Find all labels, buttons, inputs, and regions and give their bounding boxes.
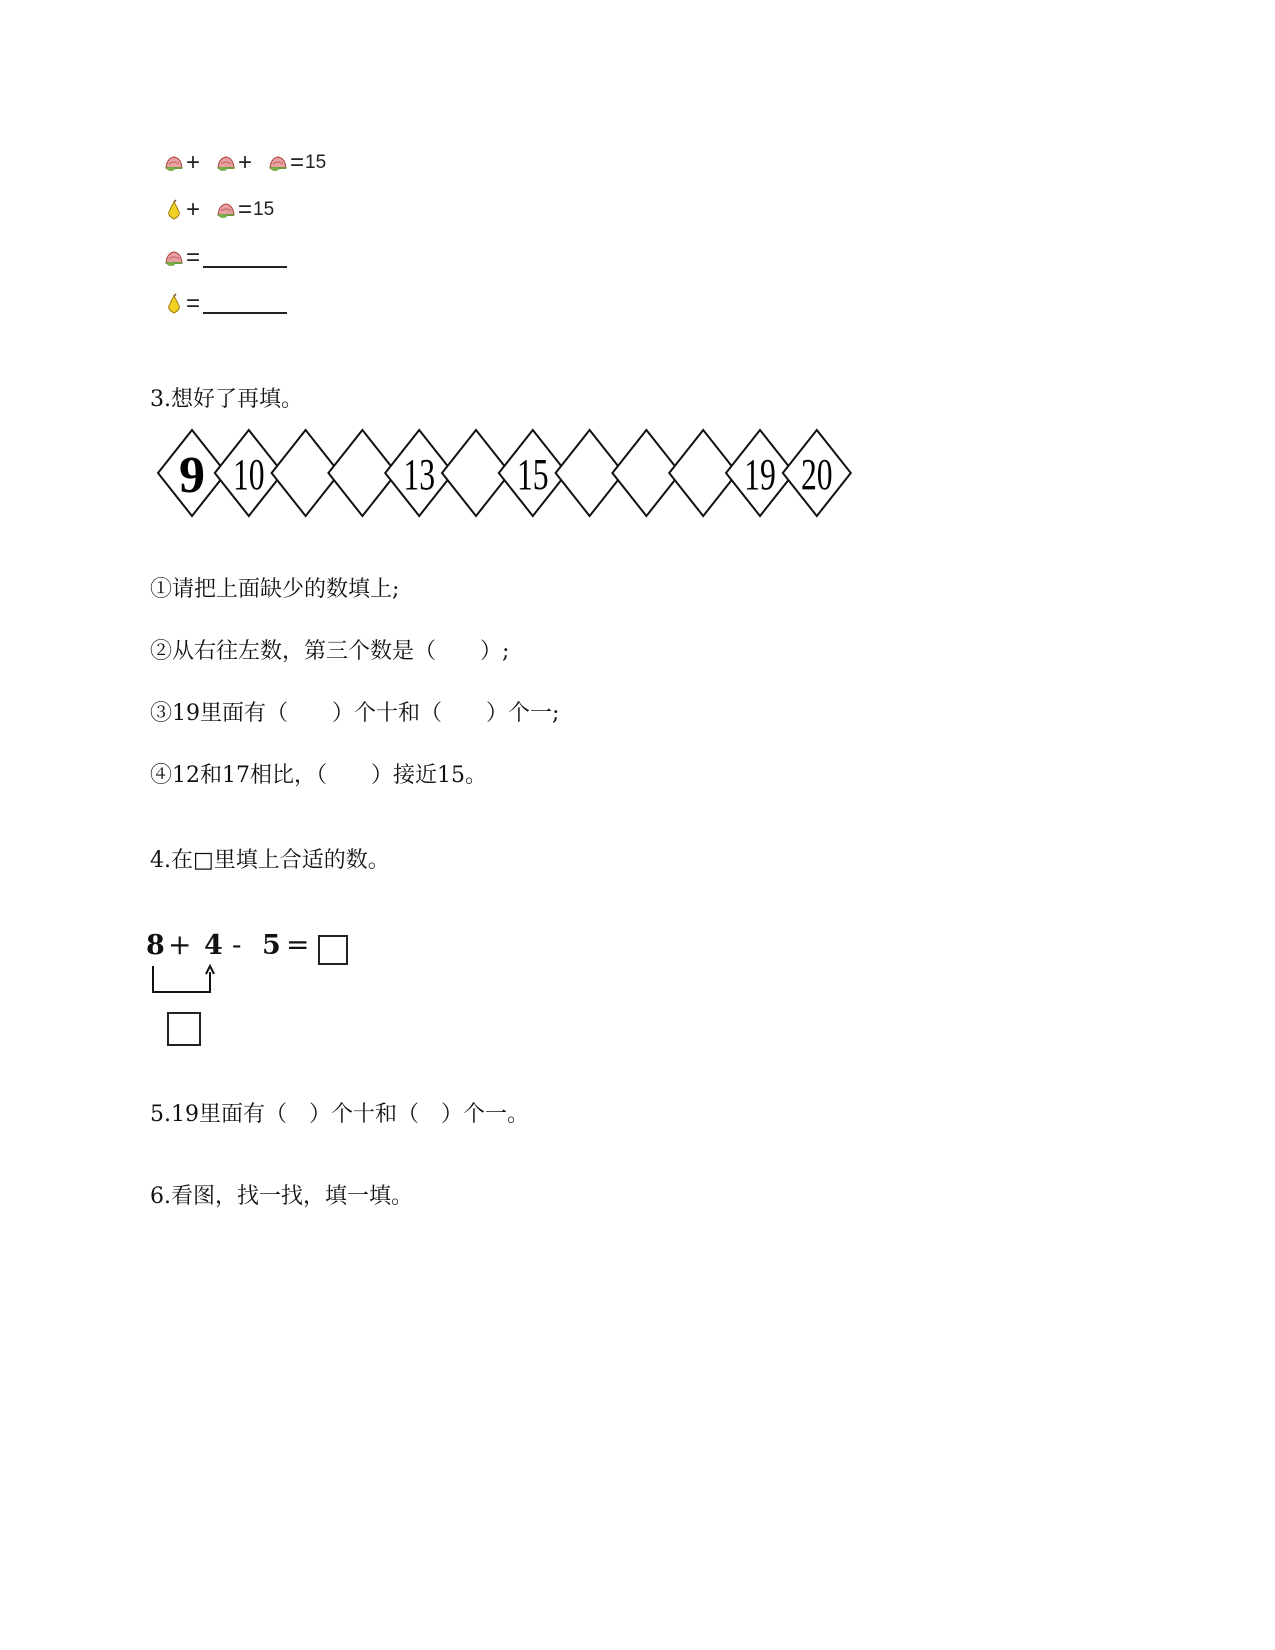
operand-4: 4 [204,930,223,961]
diamond-label: 15 [516,451,549,500]
diamond-label: 10 [232,451,265,500]
bracket-arrow [146,964,226,996]
equation-result: 15 [253,199,275,220]
answer-blank[interactable] [203,248,287,268]
plus-sign: + [186,149,201,176]
peach-icon [215,152,237,174]
fruit-equation-1 [163,148,326,178]
question-5-title: 5.19里面有（ ）个十和（ ）个一。 [150,1102,529,1127]
diamond-label: 9 [179,447,205,504]
question-3-item-3: ③19里面有（ ）个十和（ ）个一; [150,701,560,726]
fruit-equation-3 [163,243,287,273]
question-3-item-1: ①请把上面缺少的数填上; [150,577,400,602]
equals-sign: = [286,928,310,961]
operand-8: 8 [146,930,165,961]
minus-sign: - [232,928,242,961]
question-3-item-2: ②从右往左数，第三个数是（ ）; [150,639,510,664]
diamond-20 [783,430,851,516]
fruit-equation-2 [163,195,274,225]
diamond-label: 19 [744,451,776,500]
peach-icon [267,152,289,174]
question-6-title: 6.看图，找一找，填一填。 [150,1184,413,1209]
peach-icon [163,247,185,269]
equals-sign: = [238,196,253,223]
plus-sign: + [186,196,201,223]
plus-sign: + [238,149,253,176]
operand-5: 5 [262,930,281,961]
question-3-title: 3.想好了再填。 [150,387,303,412]
peach-icon [163,152,185,174]
fruit-equation-4 [163,289,287,319]
expression-figure [146,930,366,1050]
equals-sign: = [290,149,305,176]
peach-icon [215,199,237,221]
answer-blank[interactable] [203,294,287,314]
equals-sign: = [186,244,201,271]
answer-box[interactable] [318,935,348,965]
question-4-title: 4.在□里填上合适的数。 [150,848,390,873]
plus-sign: + [168,928,192,961]
pear-icon [163,199,185,221]
diamond-label: 13 [403,451,436,500]
pear-icon [163,293,185,315]
diamond-number-sequence [155,428,865,520]
equation-result: 15 [305,152,327,173]
question-3-item-4: ④12和17相比，（ ）接近15。 [150,763,487,788]
diamond-label: 20 [800,451,833,500]
equals-sign: = [186,290,201,317]
intermediate-answer-box[interactable] [167,1012,201,1046]
